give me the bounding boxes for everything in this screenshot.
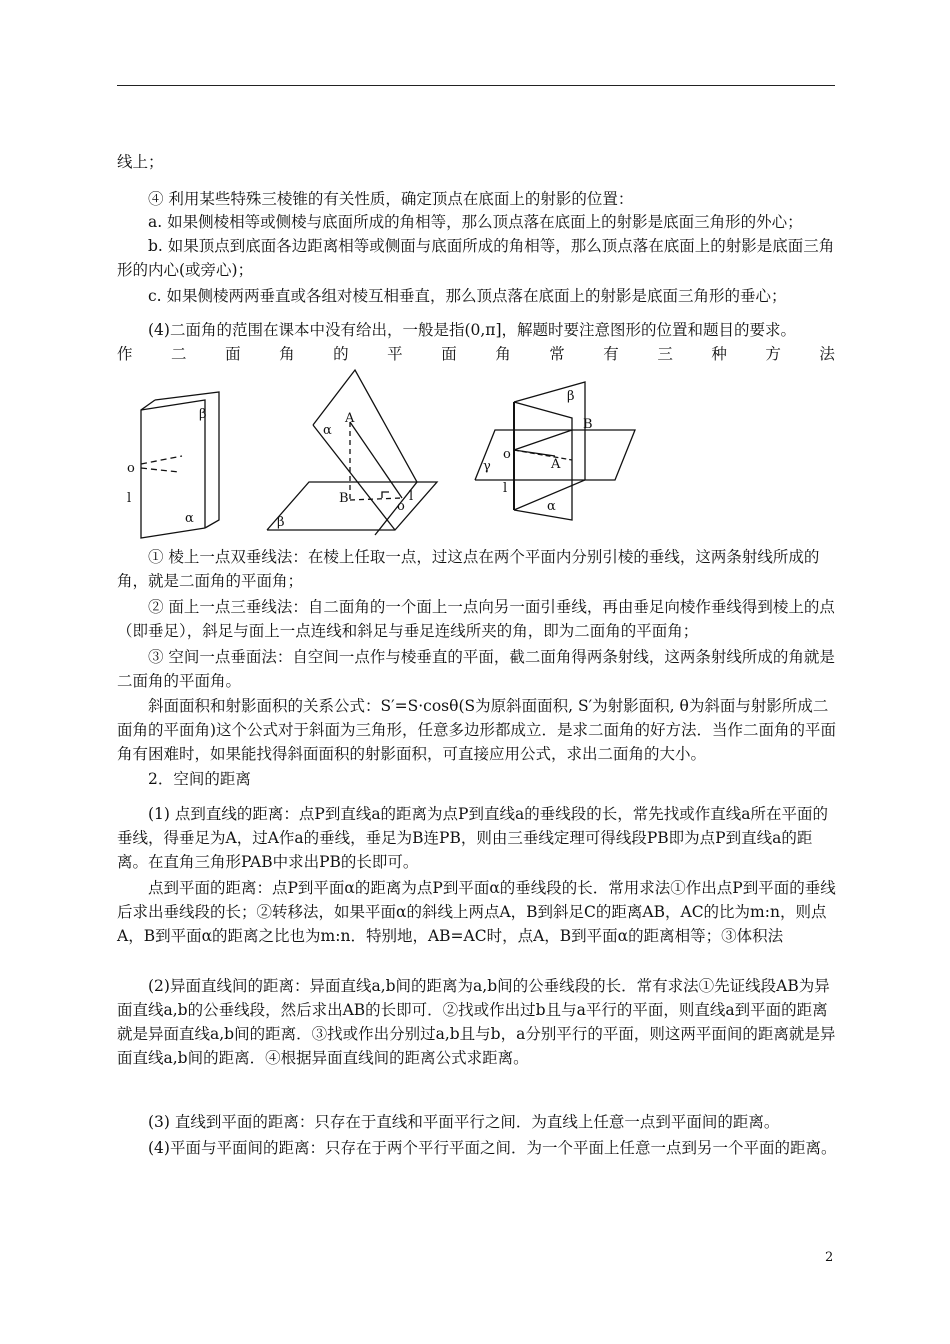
char: 有 xyxy=(603,345,619,363)
fig-label: α xyxy=(323,423,332,438)
fig-label: β xyxy=(277,515,285,530)
dihedral-figures xyxy=(117,360,837,540)
text-line: ② 面上一点三垂线法：自二面角的一个面上一点向另一面引垂线，再由垂足向棱作垂线得到棱上的点（即垂足），斜足与面上一点连线和斜足与垂足连线所夹的角，即为二面角的平面角； xyxy=(117,598,835,640)
char: 方 xyxy=(765,345,781,363)
char: 平 xyxy=(387,345,403,363)
fig-label: α xyxy=(185,511,194,526)
fig-label: B xyxy=(583,417,593,432)
fig-label: o xyxy=(127,461,135,476)
text-line: (4)二面角的范围在课本中没有给出，一般是指(0,π]，解题时要注意图形的位置和题目的要求。 xyxy=(148,321,797,339)
char: 的 xyxy=(333,345,349,363)
text-line: (2)异面直线间的距离：异面直线a,b间的距离为a,b间的公垂线段的长．常有求法①先证线段AB为异面直线a,b的公垂线段，然后求出AB的长即可．②找或作出过b且与a平行的平面，则直线a到平面的距离就是异面直线a,b间的距离．③找或作出分别过a,b且与b，a分别平行的平面，则这两平面间的距离就是异面直线a,b间的距离．④根据异面直线间的距离公式求距离。 xyxy=(117,977,836,1067)
text-line: (1) 点到直线的距离：点P到直线a的距离为点P到直线a的垂线段的长，常先找或作直线a所在平面的垂线，得垂足为A，过A作a的垂线，垂足为B连PB，则由三垂线定理可得线段PB即为点P到直线a的距离。在直角三角形PAB中求出PB的长即可。 xyxy=(117,805,828,871)
text-line: b. 如果顶点到底面各边距离相等或侧面与底面所成的角相等，那么顶点落在底面上的射影是底面三角形的内心(或旁心)； xyxy=(117,237,835,279)
fig-label: β xyxy=(199,407,207,422)
fig-label: l xyxy=(409,489,414,504)
char: 法 xyxy=(819,345,835,363)
text-line: ④ 利用某些特殊三棱锥的有关性质，确定顶点在底面上的射影的位置： xyxy=(148,190,634,208)
char: 三 xyxy=(657,345,673,363)
fig-label: B xyxy=(339,491,349,506)
char: 面 xyxy=(441,345,457,363)
text-line: ① 棱上一点双垂线法：在棱上任取一点，过这点在两个平面内分别引棱的垂线，这两条射线所成的角，就是二面角的平面角； xyxy=(117,548,820,590)
text-line: c. 如果侧棱两两垂直或各组对棱互相垂直，那么顶点落在底面上的射影是底面三角形的垂心； xyxy=(148,287,787,305)
char: 作 xyxy=(117,345,133,363)
text-line: (3) 直线到平面的距离：只存在于直线和平面平行之间．为直线上任意一点到平面间的距离。 xyxy=(148,1113,780,1131)
text-line: 线上； xyxy=(117,153,164,171)
page-number: 2 xyxy=(825,1250,834,1265)
fig-label: o xyxy=(503,447,511,462)
text-line: (4)平面与平面间的距离：只存在于两个平行平面之间．为一个平面上任意一点到另一个平面的距离。 xyxy=(148,1139,837,1157)
fig-label: l xyxy=(127,491,132,506)
char: 种 xyxy=(711,345,727,363)
fig-label: γ xyxy=(483,459,491,474)
char: 角 xyxy=(279,345,295,363)
fig-label: α xyxy=(547,499,556,514)
fig-label: o xyxy=(397,499,405,514)
fig-label: A xyxy=(345,411,355,426)
text-line: 斜面面积和射影面积的关系公式：S′=S·cosθ(S为原斜面面积, S′为射影面积, θ为斜面与射影所成二面角的平面角)这个公式对于斜面为三角形，任意多边形都成立．是求二面角的好方法．当作二面角的平面角有困难时，如果能找得斜面面积的射影面积，可直接应用公式，求出二面角的大小。 xyxy=(117,697,837,763)
fig-label: A xyxy=(551,457,561,472)
text-line: ③ 空间一点垂面法：自空间一点作与棱垂直的平面，截二面角得两条射线，这两条射线所成的角就是二面角的平面角。 xyxy=(117,648,835,690)
char: 角 xyxy=(495,345,511,363)
section-heading: 2．空间的距离 xyxy=(148,770,251,788)
char: 二 xyxy=(171,345,187,363)
fig-label: β xyxy=(567,389,575,404)
text-line: 点到平面的距离：点P到平面α的距离为点P到平面α的垂线段的长．常用求法①作出点P到平面的垂线后求出垂线段的长；②转移法，如果平面α的斜线上两点A，B到斜足C的距离AB，AC的比为m:n，则点A，B到平面α的距离之比也为m:n．特别地，AB=AC时，点A，B到平面α的距离相等；③体积法 xyxy=(117,879,836,945)
char: 常 xyxy=(549,345,565,363)
char: 面 xyxy=(225,345,241,363)
figures-row xyxy=(117,360,837,540)
text-line: a. 如果侧棱相等或侧棱与底面所成的角相等，那么顶点落在底面上的射影是底面三角形的外心； xyxy=(148,213,803,231)
fig-label: l xyxy=(503,481,508,496)
header-rule xyxy=(117,85,835,86)
